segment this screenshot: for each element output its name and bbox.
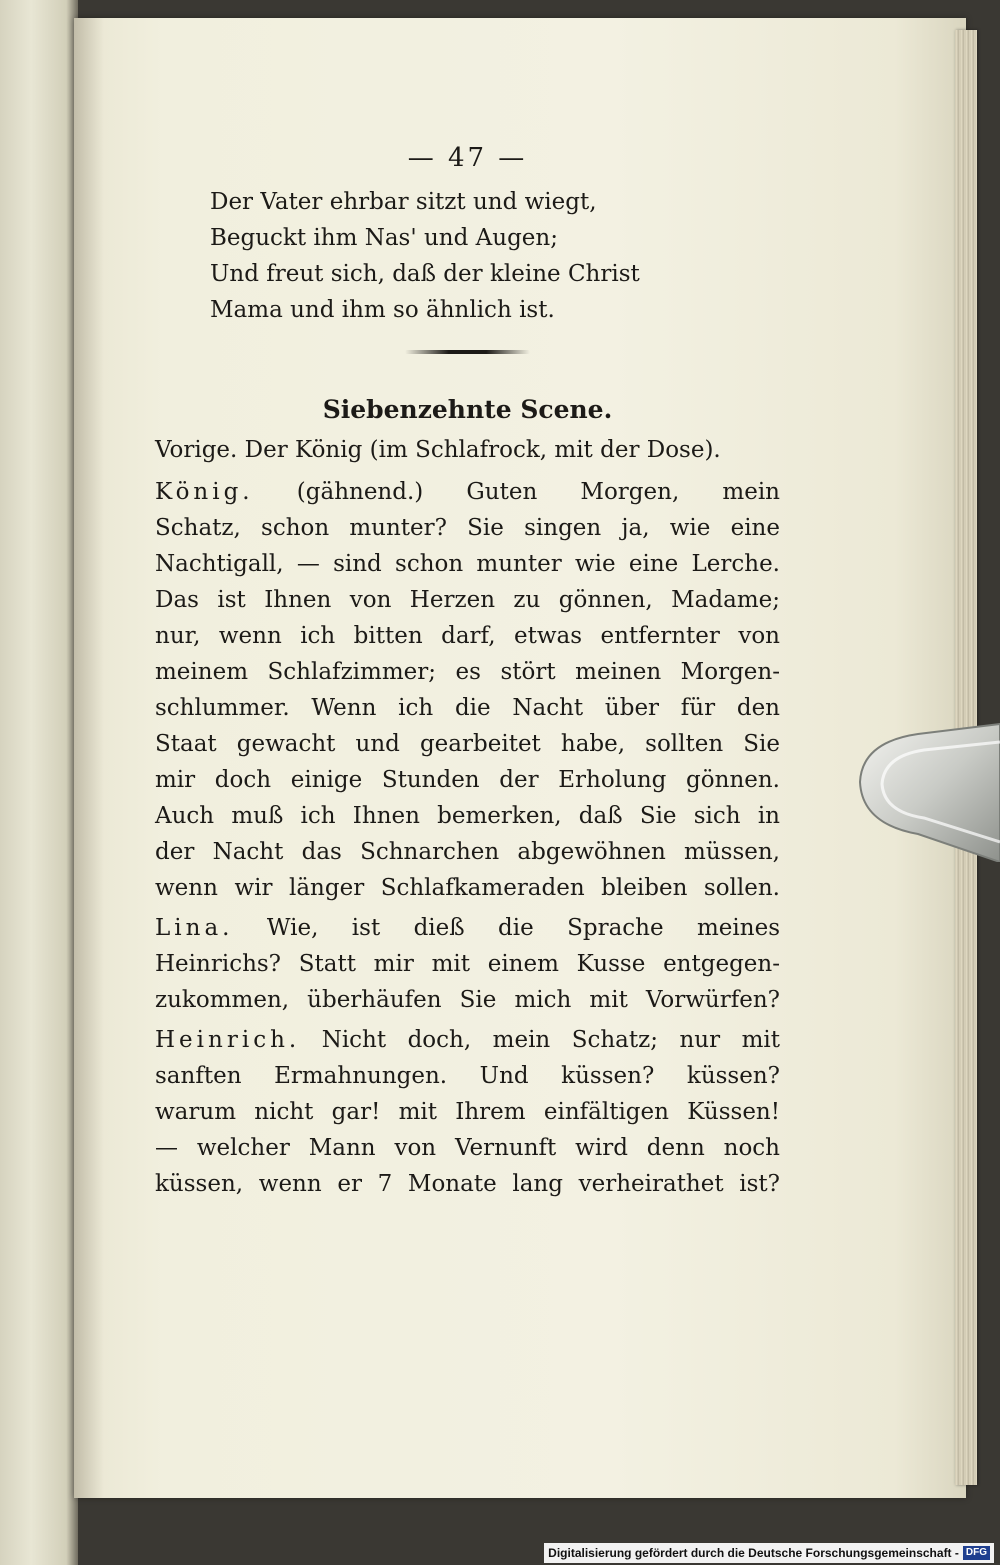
text-line: Staat gewacht und gearbeitet habe, sollten Sie xyxy=(155,731,780,757)
spine-shadow xyxy=(74,18,104,1498)
dialogue-paragraph xyxy=(155,474,780,906)
speaker-name: Lina. xyxy=(155,915,234,941)
text-line-content: Wie, ist dieß die Sprache meines xyxy=(266,915,781,941)
text-line: sanften Ermahnungen. Und küssen? küssen? xyxy=(155,1063,780,1089)
page-number: — 47 — xyxy=(407,143,528,173)
text-line: Auch muß ich Ihnen bemerken, daß Sie sich in xyxy=(155,803,780,829)
text-line: nur, wenn ich bitten darf, etwas entfernter von xyxy=(155,623,780,649)
text-line xyxy=(155,1022,780,1058)
text-line: zukommen, überhäufen Sie mich mit Vorwürfen? xyxy=(155,987,780,1013)
text-line: meinem Schlafzimmer; es stört meinen Morgen- xyxy=(155,659,780,685)
text-line xyxy=(155,474,780,510)
speaker-name: Heinrich. xyxy=(155,1027,301,1053)
footer-text: Digitalisierung gefördert durch die Deutsche Forschungsgemeinschaft - xyxy=(548,1546,959,1560)
text-line: — welcher Mann von Vernunft wird denn noch xyxy=(155,1135,780,1161)
dialogue-paragraph xyxy=(155,910,780,1018)
text-line-content: Nicht doch, mein Schatz; nur mit xyxy=(321,1027,780,1053)
verse-line: Mama und ihm so ähnlich ist. xyxy=(210,297,555,323)
page-clip-image xyxy=(858,712,1000,862)
text-line: mir doch einige Stunden der Erholung gönnen. xyxy=(155,767,780,793)
section-rule xyxy=(405,350,530,354)
text-line: der Nacht das Schnarchen abgewöhnen müssen, xyxy=(155,839,780,865)
text-line-content: (gähnend.) Guten Morgen, mein xyxy=(296,479,780,505)
text-line: Schatz, schon munter? Sie singen ja, wie eine xyxy=(155,515,780,541)
text-line: warum nicht gar! mit Ihrem einfältigen Küssen! xyxy=(155,1099,780,1125)
text-line: schlummer. Wenn ich die Nacht über für den xyxy=(155,695,780,721)
page-text xyxy=(155,140,780,1206)
stage-direction: Vorige. Der König (im Schlafrock, mit der Dose). xyxy=(155,437,721,463)
text-line: Das ist Ihnen von Herzen zu gönnen, Madame; xyxy=(155,587,780,613)
text-line: küssen, wenn er 7 Monate lang verheirathet ist? xyxy=(155,1171,780,1197)
text-line: Heinrichs? Statt mir mit einem Kusse entgegen- xyxy=(155,951,780,977)
verse-line: Beguckt ihm Nas' und Augen; xyxy=(210,225,558,251)
scene-title: Siebenzehnte Scene. xyxy=(322,395,613,424)
dialogue-paragraph xyxy=(155,1022,780,1202)
verse xyxy=(210,184,780,328)
left-page-edge xyxy=(0,0,78,1565)
verse-line: Und freut sich, daß der kleine Christ xyxy=(210,261,640,287)
dfg-logo: DFG xyxy=(963,1546,990,1560)
text-line: wenn wir länger Schlafkameraden bleiben sollen. xyxy=(155,875,780,901)
text-line xyxy=(155,910,780,946)
text-line: Nachtigall, — sind schon munter wie eine Lerche. xyxy=(155,551,780,577)
funding-footer xyxy=(544,1543,994,1563)
speaker-name: König. xyxy=(155,479,254,505)
verse-line: Der Vater ehrbar sitzt und wiegt, xyxy=(210,189,597,215)
